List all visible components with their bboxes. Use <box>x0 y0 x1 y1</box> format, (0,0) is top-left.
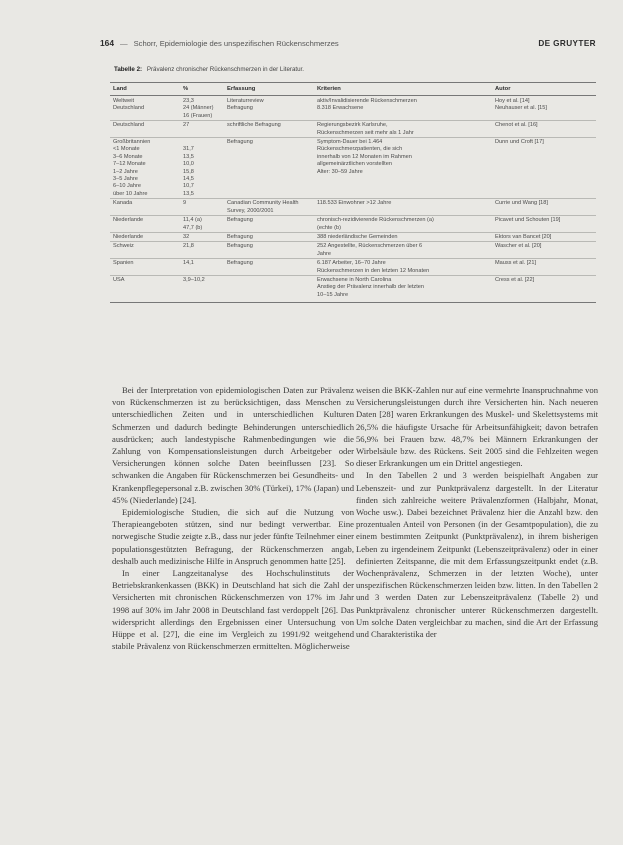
cell-erfassung <box>224 232 314 241</box>
cell-land-line: über 10 Jahre <box>113 190 148 197</box>
body-paragraph: Bei der Interpretation von epidemiologischen Daten zur Prävalenz von Rückenschmerzen ist zu berücksichtigen, dass Menschen zu unterschiedlichen Zeiten und in unterschiedlichen Kulturen Schmerzen und dadurch bedingte Behinderungen unterschiedlich ausdrücken; auch landestypische Rahmenbedingungen wie die Zahlung von Kompensationsleistungen durch Arbeitgeber oder Versicherungen können solche Daten beeinflussen [23]. So schwanken die Angaben für Rückenschmerzen bei Gesundheits- und Krankenpflegepersonal z.B. zwischen 30% (Türkei), 17% (Japan) und 45% (Niederlande) [24]. <box>112 385 354 505</box>
cell-autor <box>492 275 596 302</box>
table-body <box>110 96 596 303</box>
cell-autor <box>492 146 596 198</box>
table-row <box>110 232 596 241</box>
cell-land <box>110 259 180 276</box>
cell-land-line: Deutschland <box>113 122 145 129</box>
cell-kriterien-line: Rückenschmerzpatienten, die sich <box>317 146 403 153</box>
cell-percent <box>180 121 224 138</box>
cell-percent-line: 3,9–10,2 <box>183 276 205 283</box>
table-header-row <box>110 83 596 96</box>
cell-kriterien-line: 8.318 Erwachsene <box>317 105 364 112</box>
cell-percent <box>180 259 224 276</box>
table-row <box>110 96 596 106</box>
table-label: Tabelle 2: <box>114 66 143 73</box>
cell-kriterien-line: Symptom-Dauer bei 1.464 <box>317 139 383 146</box>
cell-erfassung <box>224 242 314 259</box>
cell-land-line: Deutschland <box>113 105 145 112</box>
cell-land <box>110 216 180 233</box>
cell-land-line: USA <box>113 276 125 283</box>
cell-percent <box>180 199 224 216</box>
cell-percent-line: 16 (Frauen) <box>183 112 213 119</box>
cell-autor-line: Mauss et al. [21] <box>495 260 537 267</box>
cell-percent <box>180 242 224 259</box>
table-row <box>110 275 596 302</box>
running-head-dash: — <box>119 38 128 48</box>
body-paragraph: Epidemiologische Studien, die sich auf die Nutzung von Therapieangeboten stützen, sind nur bedingt verwertbar. Eine norwegische Studie zeigte z.B., dass nur jeder fünfte Teilnehmer einer populationsgestützten Befragung, der Rückenschmerzen angab, deshalb auch medizinische Hilfe in Anspruch genommen hatte [25]. <box>112 507 354 566</box>
cell-percent-line: 31,7 <box>183 146 194 153</box>
cell-autor-line: Dunn und Croft [17] <box>495 139 544 146</box>
cell-percent <box>180 138 224 147</box>
cell-kriterien <box>314 121 492 138</box>
cell-land <box>110 138 180 147</box>
cell-erfassung <box>224 275 314 302</box>
cell-erfassung <box>224 259 314 276</box>
cell-percent-line: 27 <box>183 122 190 129</box>
body-paragraph: weisen die BKK-Zahlen nur auf eine vermehrte Inanspruchnahme von Versicherungsleistungen durch ihre Versicherten hin. Nach neueren Daten [28] waren Erkrankungen des Muskel- und Skelettsystems mit 26,5% die häufigste Ursache für Arbeitsunfähigkeit; davon betrafen 56,9% bei Frauen bzw. 48,7% bei Männern Erkrankungen der Wirbelsäule bzw. des Rückens. Seit 2005 sind die Fehlzeiten wegen dieser Erkrankungen um ein Drittel angestiegen. <box>356 385 598 469</box>
cell-land-line: 6–10 Jahre <box>113 183 141 190</box>
cell-land-line: Niederlande <box>113 217 144 224</box>
cell-land <box>110 146 180 198</box>
cell-autor <box>492 105 596 120</box>
cell-erfassung <box>224 105 314 120</box>
cell-percent-line: 32 <box>183 233 190 240</box>
cell-land-line: Weltweit <box>113 98 135 104</box>
cell-percent-line: 9 <box>183 200 187 207</box>
cell-percent <box>180 216 224 233</box>
cell-percent-line: 13,5 <box>183 153 194 160</box>
cell-kriterien-line: (echte (b) <box>317 224 341 231</box>
cell-kriterien-line: allgemeinärztlichen vorstellten <box>317 161 392 168</box>
body-column-left <box>112 384 354 652</box>
cell-land <box>110 232 180 241</box>
table-row <box>110 138 596 147</box>
cell-kriterien <box>314 96 492 106</box>
header-autor: Autor <box>492 83 596 96</box>
cell-autor <box>492 242 596 259</box>
table-caption <box>114 66 594 73</box>
cell-land-line: 3–5 Jahre <box>113 176 138 183</box>
table-row <box>110 259 596 276</box>
cell-erfassung-line <box>227 277 311 284</box>
table-row <box>110 199 596 216</box>
cell-percent-line: 14,1 <box>183 260 194 267</box>
cell-kriterien <box>314 232 492 241</box>
cell-percent <box>180 96 224 106</box>
cell-autor-line: Picavet und Schouten [19] <box>495 217 561 224</box>
cell-autor <box>492 121 596 138</box>
cell-kriterien <box>314 275 492 302</box>
cell-percent <box>180 275 224 302</box>
cell-land-line: Spanien <box>113 260 134 267</box>
cell-erfassung-line: Befragung <box>227 260 253 267</box>
cell-autor <box>492 199 596 216</box>
cell-erfassung <box>224 199 314 216</box>
cell-land <box>110 96 180 106</box>
cell-kriterien-line: 388 niederländische Gemeinden <box>317 233 398 240</box>
cell-erfassung-line: Literaturreview <box>227 98 264 104</box>
cell-kriterien-line: Jahre <box>317 250 331 257</box>
cell-percent <box>180 146 224 198</box>
cell-percent-line: 15,8 <box>183 168 194 175</box>
cell-erfassung-line: Befragung <box>227 233 253 240</box>
cell-kriterien-line: Alter: 30–59 Jahre <box>317 168 363 175</box>
cell-erfassung-line: Befragung <box>227 217 253 224</box>
table-row <box>110 146 596 198</box>
cell-kriterien-line: aktiv/Invalidisierende Rückenschmerzen <box>317 98 417 104</box>
cell-percent <box>180 105 224 120</box>
cell-autor-line: Ektors van Bancet [20] <box>495 233 552 240</box>
cell-autor-line: Cress et al. [22] <box>495 276 535 283</box>
table-row <box>110 216 596 233</box>
cell-erfassung-line: Survey, 2000/2001 <box>227 207 274 214</box>
cell-land-line: Schweiz <box>113 243 134 250</box>
cell-erfassung <box>224 138 314 147</box>
cell-kriterien <box>314 138 492 147</box>
cell-erfassung <box>224 96 314 106</box>
running-head <box>100 36 596 50</box>
cell-land-line: Großbritannien <box>113 139 151 146</box>
cell-kriterien <box>314 242 492 259</box>
cell-kriterien <box>314 199 492 216</box>
header-percent: % <box>180 83 224 96</box>
cell-kriterien-line: Rückenschmerzen seit mehr als 1 Jahr <box>317 129 414 136</box>
cell-kriterien <box>314 259 492 276</box>
table-caption-text: Prävalenz chronischer Rückenschmerzen in der Literatur. <box>146 66 304 73</box>
cell-erfassung-line: Befragung <box>227 139 253 146</box>
cell-autor <box>492 259 596 276</box>
cell-autor-line: Currie und Wang [18] <box>495 200 548 207</box>
cell-kriterien-line: Erwachsene in North Carolina <box>317 276 392 283</box>
cell-kriterien-line: 252 Angestellte, Rückenschmerzen über 6 <box>317 243 423 250</box>
cell-erfassung-line: Canadian Community Health <box>227 200 299 207</box>
cell-land <box>110 121 180 138</box>
cell-percent-line: 10,0 <box>183 161 194 168</box>
page-number: 164 <box>100 38 114 48</box>
cell-kriterien-line: innerhalb von 12 Monaten im Rahmen <box>317 153 412 160</box>
header-kriterien: Kriterien <box>314 83 492 96</box>
header-land: Land <box>110 83 180 96</box>
cell-kriterien-line: Rückenschmerzen in den letzten 12 Monaten <box>317 267 430 274</box>
cell-land-line: Kanada <box>113 200 133 207</box>
body-paragraph: In einer Langzeitanalyse des Hochschulinstituts der Betriebskrankenkassen (BKK) in Deutschland hat sich die Zahl der Versicherten mit chronischen Rückenschmerzen von 17% im Jahr 1998 auf 30% im Jahr 2008 in Deutschland fast verdoppelt [26]. Das widerspricht allerdings den Ergebnissen einer Untersuchung von Hüppe et al. [27], die eine im Vergleich zu 1991/92 weitgehend stabile Prävalenz von Rückenschmerzen ermittelten. Möglicherweise <box>112 568 354 652</box>
cell-kriterien-line: 6.187 Arbeiter, 16–70 Jahre <box>317 260 386 267</box>
cell-autor-line: Neuhauser et al. [15] <box>495 105 547 112</box>
cell-erfassung-line: schriftliche Befragung <box>227 122 281 129</box>
table-row <box>110 105 596 120</box>
cell-land-line: 1–2 Jahre <box>113 168 138 175</box>
cell-autor <box>492 216 596 233</box>
cell-autor-line: Hoy et al. [14] <box>495 98 530 104</box>
cell-land <box>110 275 180 302</box>
cell-land-line: <1 Monate <box>113 146 140 153</box>
cell-land-line: 7–12 Monate <box>113 161 146 168</box>
cell-kriterien <box>314 146 492 198</box>
cell-percent-line: 14,5 <box>183 176 194 183</box>
cell-autor <box>492 232 596 241</box>
cell-percent-line: 21,8 <box>183 243 194 250</box>
cell-kriterien-line: 118.533 Einwohner >12 Jahre <box>317 200 392 207</box>
cell-erfassung <box>224 146 314 198</box>
cell-percent-line <box>183 139 221 146</box>
cell-land-line: Niederlande <box>113 233 144 240</box>
cell-erfassung-line: Befragung <box>227 105 253 112</box>
cell-kriterien <box>314 105 492 120</box>
cell-percent-line: 47,7 (b) <box>183 224 203 231</box>
cell-autor <box>492 96 596 106</box>
cell-kriterien-line: Anstieg der Prävalenz innerhalb der letzten <box>317 284 424 291</box>
cell-land <box>110 242 180 259</box>
cell-percent-line: 11,4 (a) <box>183 217 202 224</box>
cell-autor-line: Chenot et al. [16] <box>495 122 538 129</box>
cell-kriterien <box>314 216 492 233</box>
cell-erfassung-line: Befragung <box>227 243 253 250</box>
body-column-right <box>356 384 598 640</box>
cell-percent-line: 24 (Männer) <box>183 105 214 112</box>
cell-land-line: 3–6 Monate <box>113 153 143 160</box>
cell-kriterien-line: 10–15 Jahre <box>317 291 349 298</box>
header-erfassung: Erfassung <box>224 83 314 96</box>
running-head-title: Schorr, Epidemiologie des unspezifischen Rückenschmerzes <box>133 38 339 48</box>
cell-land <box>110 105 180 120</box>
cell-percent-line: 10,7 <box>183 183 194 190</box>
cell-land <box>110 199 180 216</box>
cell-percent-line: 23,3 <box>183 98 194 104</box>
table-row <box>110 242 596 259</box>
publisher-logo: DE GRUYTER <box>538 38 596 48</box>
body-paragraph: In den Tabellen 2 und 3 werden beispielhaft Angaben zur Lebenszeit- und zur Punktprävalenz dargestellt. In der Literatur finden sich zahlreiche weitere Prävalenzformen (Halbjahr, Monat, Woche usw.). Dabei bezeichnet Prävalenz hier die Anzahl bzw. den prozentualen Anteil von Personen (in der Gesamtpopulation), die zu einem bestimmten Zeitpunkt (Punktprävalenz), in ihrem bisherigen Leben zu irgendeinem Zeitpunkt (Lebenszeitprävalenz) oder in einer definierten Zeitspanne, die mit dem Erfassungszeitpunkt endet (z.B. Wochenprävalenz, Schmerzen in der letzten Woche), unter unspezifischen Rückenschmerzen leiden bzw. litten. In den Tabellen 2 und 3 werden Daten zur Lebenszeitprävalenz (Tabelle 2) und Punktprävalenz chronischer unterer Rückenschmerzen dargestellt. Um solche Daten vergleichbar zu machen, sind die Art der Erfassung und Charakteristika der <box>356 470 598 640</box>
cell-percent-line: 13,5 <box>183 190 194 197</box>
cell-kriterien-line: chronisch-rezidivierende Rückenschmerzen (a) <box>317 217 434 224</box>
cell-percent <box>180 232 224 241</box>
prevalence-table <box>110 82 596 303</box>
table-row <box>110 121 596 138</box>
cell-erfassung-line <box>227 146 311 153</box>
cell-autor <box>492 138 596 147</box>
cell-erfassung <box>224 216 314 233</box>
cell-autor-line: Wascher et al. [20] <box>495 243 542 250</box>
cell-kriterien-line: Regierungsbezirk Karlsruhe, <box>317 122 388 129</box>
cell-autor-line <box>495 146 593 153</box>
cell-erfassung <box>224 121 314 138</box>
